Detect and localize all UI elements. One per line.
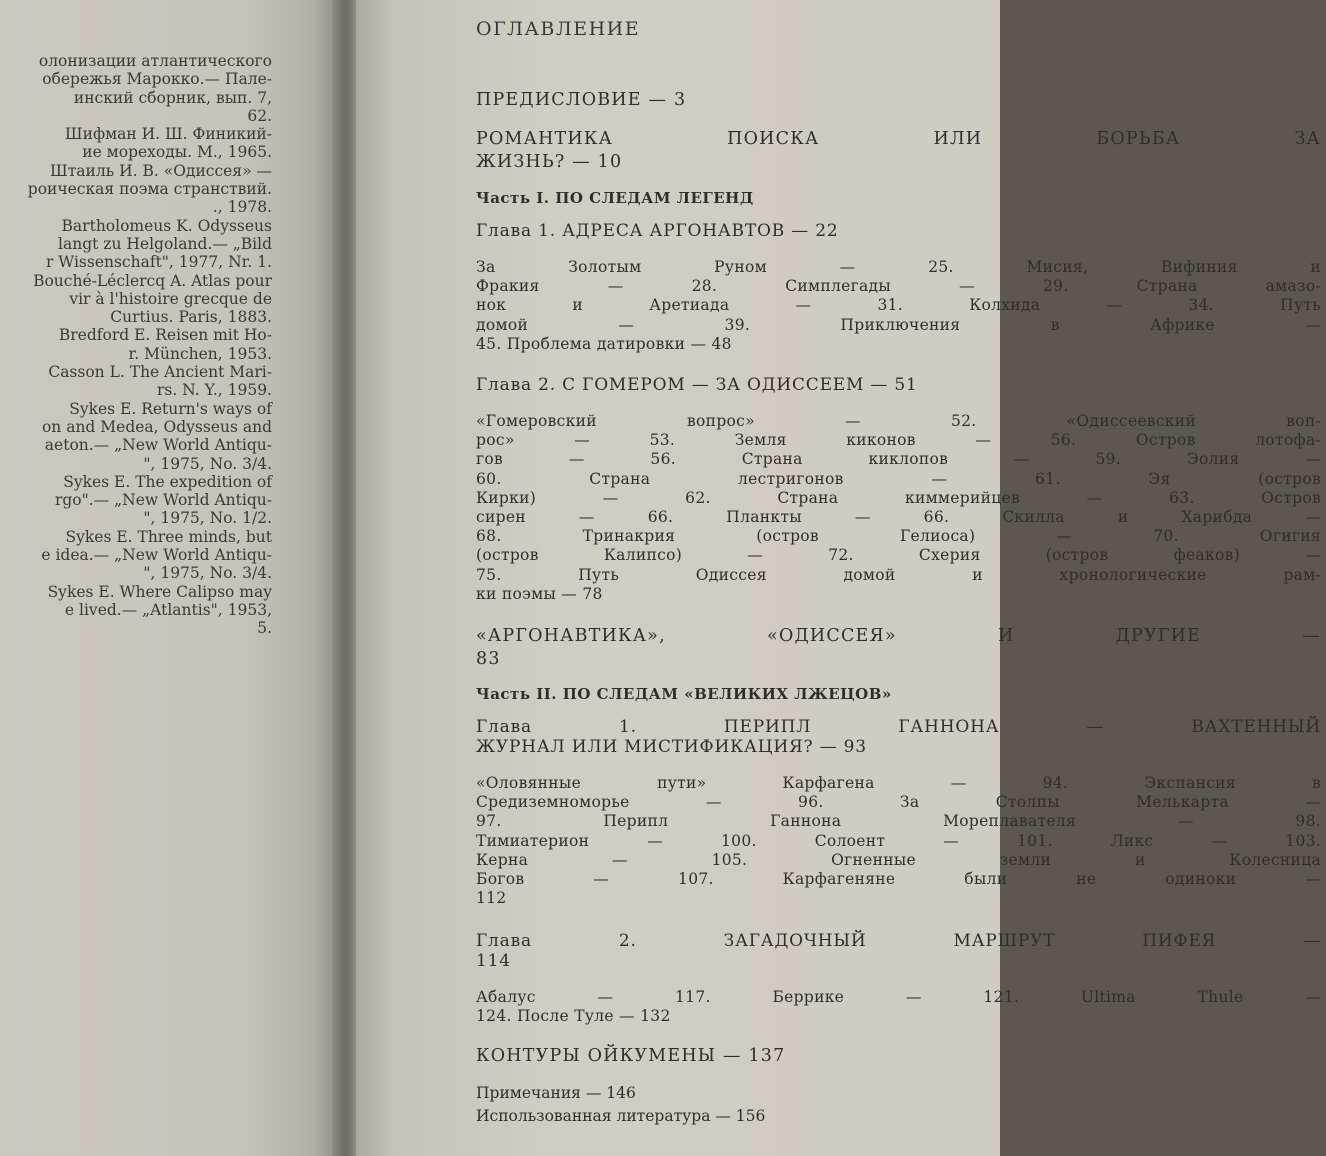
bibliography-line: 5. (257, 619, 272, 638)
bibliography-line: ., 1978. (212, 198, 272, 217)
toc-line: Глава 2. ЗАГАДОЧНЫЙ МАРШРУТ ПИФЕЯ — (476, 931, 1321, 951)
bibliography-line: vir à l'histoire grecque de (69, 289, 272, 308)
bibliography-line: олонизации атлантического (38, 52, 272, 70)
toc-line: Кирки) — 62. Страна киммерийцев — 63. Остров (476, 488, 1321, 507)
p2-chapter-2-sections (476, 988, 1324, 1026)
toc-line: 68. Тринакрия (остров Гелиоса) — 70. Огигия (476, 527, 1321, 546)
toc-line: (остров Калипсо) — 72. Схерия (остров феаков) — (476, 546, 1321, 565)
toc-line: За Золотым Руном — 25. Мисия, Вифиния и (476, 258, 1321, 276)
p1-chapter-2-sections (476, 412, 1324, 604)
toc-line: 60. Страна лестригонов — 61. Эя (остров (476, 469, 1321, 488)
toc-line: 75. Путь Одиссея домой и хронологические рам- (476, 565, 1321, 584)
bibliography-line: инский сборник, вып. 7, (73, 88, 272, 107)
toc-line: 124. После Туле — 132 (476, 1007, 671, 1026)
toc-line: Керна — 105. Огненные земли и Колесница (476, 850, 1321, 869)
toc-line: Тимиатерион — 100. Солоент — 101. Ликс — 103. (476, 831, 1321, 850)
toc-line: Абалус — 117. Беррике — 121. Ultima Thule — (476, 988, 1321, 1006)
toc-line: РОМАНТИКА ПОИСКА ИЛИ БОРЬБА ЗА (476, 129, 1321, 149)
p1-chapter-2-title: Глава 2. С ГОМЕРОМ — ЗА ОДИССЕЕМ — 51 (476, 375, 918, 395)
bibliography-line: 62. (247, 106, 272, 125)
bibliography-line: Bouché-Léclercq A. Atlas pour (33, 271, 272, 290)
bibliography-line: ", 1975, No. 1/2. (143, 509, 272, 528)
bibliography-line: r. München, 1953. (128, 344, 272, 363)
bibliography-line: Sykes E. Where Calipso may (47, 582, 272, 601)
bibliography-line: rs. N. Y., 1959. (156, 381, 272, 400)
toc-line: гов — 56. Страна киклопов — 59. Эолия — (476, 450, 1321, 469)
bibliography-line: Шифман И. Ш. Финикий- (64, 125, 272, 144)
bibliography-line: ие мореходы. М., 1965. (82, 143, 272, 162)
bibliography-line: Sykes E. Return's ways of (69, 399, 272, 418)
toc-line: «Оловянные пути» Карфагена — 94. Экспансия в (476, 774, 1321, 792)
toc-line: 83 (476, 649, 501, 669)
toc-line: Средиземноморье — 96. За Столпы Мелькарта — (476, 793, 1321, 812)
toc-line: ЖУРНАЛ ИЛИ МИСТИФИКАЦИЯ? — 93 (476, 737, 867, 757)
part-2-title: Часть II. ПО СЛЕДАМ «ВЕЛИКИХ ЛЖЕЦОВ» (476, 685, 892, 703)
toc-line: ЖИЗНЬ? — 10 (476, 152, 623, 172)
bibliography-line: aeton.— „New World Antiqu- (44, 436, 272, 455)
left-page (0, 0, 340, 1156)
bibliography-line: Sykes E. Three minds, but (65, 527, 272, 546)
bibliography-line: Sykes E. The expedition of (63, 472, 272, 491)
part-1-title: Часть I. ПО СЛЕДАМ ЛЕГЕНД (476, 189, 754, 207)
bibliography-line: Curtius. Paris, 1883. (110, 308, 272, 327)
toc-preface: ПРЕДИСЛОВИЕ — 3 (476, 90, 687, 110)
bibliography-line: langt zu Helgoland.— „Bild (58, 234, 272, 253)
toc-line: ки поэмы — 78 (476, 584, 603, 603)
toc-line: 112 (476, 889, 507, 908)
bibliography-line: ", 1975, No. 3/4. (143, 454, 272, 473)
toc-literature: Использованная литература — 156 (476, 1107, 766, 1125)
toc-line: нок и Аретиада — 31. Колхида — 34. Путь (476, 296, 1321, 315)
toc-romance (476, 128, 1324, 174)
bibliography-line: on and Medea, Odysseus and (41, 417, 272, 436)
p1-chapter-1-sections (476, 258, 1324, 354)
page-title: ОГЛАВЛЕНИЕ (476, 18, 641, 40)
toc-line: 97. Перипл Ганнона Мореплавателя — 98. (476, 812, 1321, 831)
toc-argonautica (476, 625, 1324, 671)
bibliography-line: rgo".— „New World Antiqu- (54, 491, 272, 510)
bibliography-line: r Wissenschaft", 1977, Nr. 1. (45, 253, 272, 272)
toc-line: «АРГОНАВТИКА», «ОДИССЕЯ» И ДРУГИЕ — (476, 626, 1321, 646)
bibliography-line: Casson L. The Ancient Mari- (48, 363, 272, 382)
right-page (356, 0, 1321, 1156)
bibliography-line: Штаиль И. В. «Одиссея» — (50, 161, 272, 180)
p2-chapter-1-title (476, 717, 1324, 757)
toc-line: рос» — 53. Земля киконов — 56. Остров лотофа- (476, 431, 1321, 450)
toc-contours: КОНТУРЫ ОЙКУМЕНЫ — 137 (476, 1046, 786, 1066)
toc-line: Глава 1. ПЕРИПЛ ГАННОНА — ВАХТЕННЫЙ (476, 717, 1321, 737)
p2-chapter-2-title (476, 931, 1324, 971)
bibliography-line: e lived.— „Atlantis", 1953, (64, 600, 272, 619)
bibliography-line: Bartholomeus K. Odysseus (61, 216, 272, 235)
bibliography-line: ", 1975, No. 3/4. (143, 564, 272, 583)
p2-chapter-1-sections (476, 774, 1324, 908)
bibliography-line: Bredford E. Reisen mit Ho- (58, 326, 272, 345)
toc-line: Богов — 107. Карфагеняне были не одиноки — (476, 870, 1321, 889)
toc-line: Фракия — 28. Симплегады — 29. Страна амазо- (476, 277, 1321, 296)
p1-chapter-1-title: Глава 1. АДРЕСА АРГОНАВТОВ — 22 (476, 221, 839, 241)
toc-line: 114 (476, 951, 511, 971)
bibliography-line: e idea.— „New World Antiqu- (41, 546, 272, 565)
bibliography-line: обережья Марокко.— Пале- (42, 70, 272, 89)
toc-line: домой — 39. Приключения в Африке — (476, 315, 1321, 334)
bibliography (0, 52, 272, 638)
toc-line: 45. Проблема датировки — 48 (476, 334, 732, 353)
toc-notes: Примечания — 146 (476, 1084, 636, 1102)
bibliography-line: роическая поэма странствий. (27, 180, 272, 199)
toc-line: сирен — 66. Планкты — 66. Скилла и Харибда — (476, 508, 1321, 527)
toc-line: «Гомеровский вопрос» — 52. «Одиссеевский воп- (476, 412, 1321, 430)
